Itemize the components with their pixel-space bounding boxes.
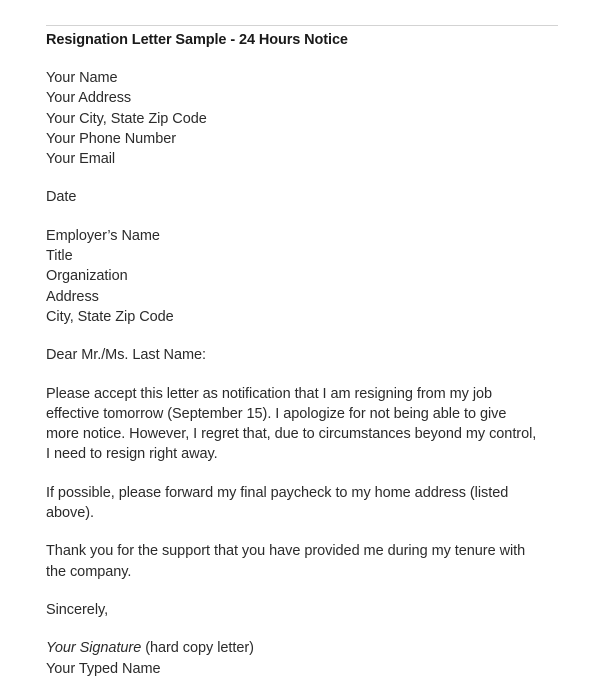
- recipient-street: Address: [46, 288, 99, 305]
- body-paragraph-2: If possible, please forward my final paycheck to my home address (listed above).: [46, 484, 509, 522]
- recipient-name: Employer’s Name: [46, 227, 160, 244]
- signature-note: (hard copy letter): [141, 640, 254, 657]
- signature-placeholder: Your Signature: [46, 640, 142, 657]
- date-line: Date: [46, 189, 77, 206]
- recipient-title: Title: [46, 248, 73, 265]
- header-divider: [46, 25, 558, 26]
- recipient-city-state-zip: City, State Zip Code: [46, 308, 174, 325]
- sender-city-state-zip: Your City, State Zip Code: [46, 110, 207, 127]
- salutation: Dear Mr./Ms. Last Name:: [46, 347, 206, 364]
- sender-street: Your Address: [46, 90, 132, 107]
- body-paragraph-1: Please accept this letter as notification that I am resigning from my job effective tomorrow (September 15). I apologize for not being able to give more notice. However, I regret that, due to circumstances beyond my control, I need to resign right away.: [46, 385, 537, 463]
- sender-phone: Your Phone Number: [46, 130, 177, 147]
- sender-email: Your Email: [46, 151, 116, 168]
- signature-line: [46, 638, 554, 658]
- date-block: [46, 187, 554, 207]
- letter-body: [46, 30, 554, 679]
- closing-salutation: Sincerely,: [46, 601, 109, 618]
- recipient-address-block: [46, 226, 554, 327]
- signature-block: [46, 638, 554, 679]
- sender-address-block: [46, 68, 554, 169]
- closing-block: [46, 600, 554, 620]
- salutation-block: [46, 345, 554, 365]
- body-paragraph-3: Thank you for the support that you have provided me during my tenure with the company.: [46, 543, 526, 580]
- typed-name: Your Typed Name: [46, 660, 161, 677]
- recipient-organization: Organization: [46, 268, 128, 285]
- sender-name: Your Name: [46, 70, 118, 86]
- page-title: Resignation Letter Sample - 24 Hours Notice: [46, 32, 348, 48]
